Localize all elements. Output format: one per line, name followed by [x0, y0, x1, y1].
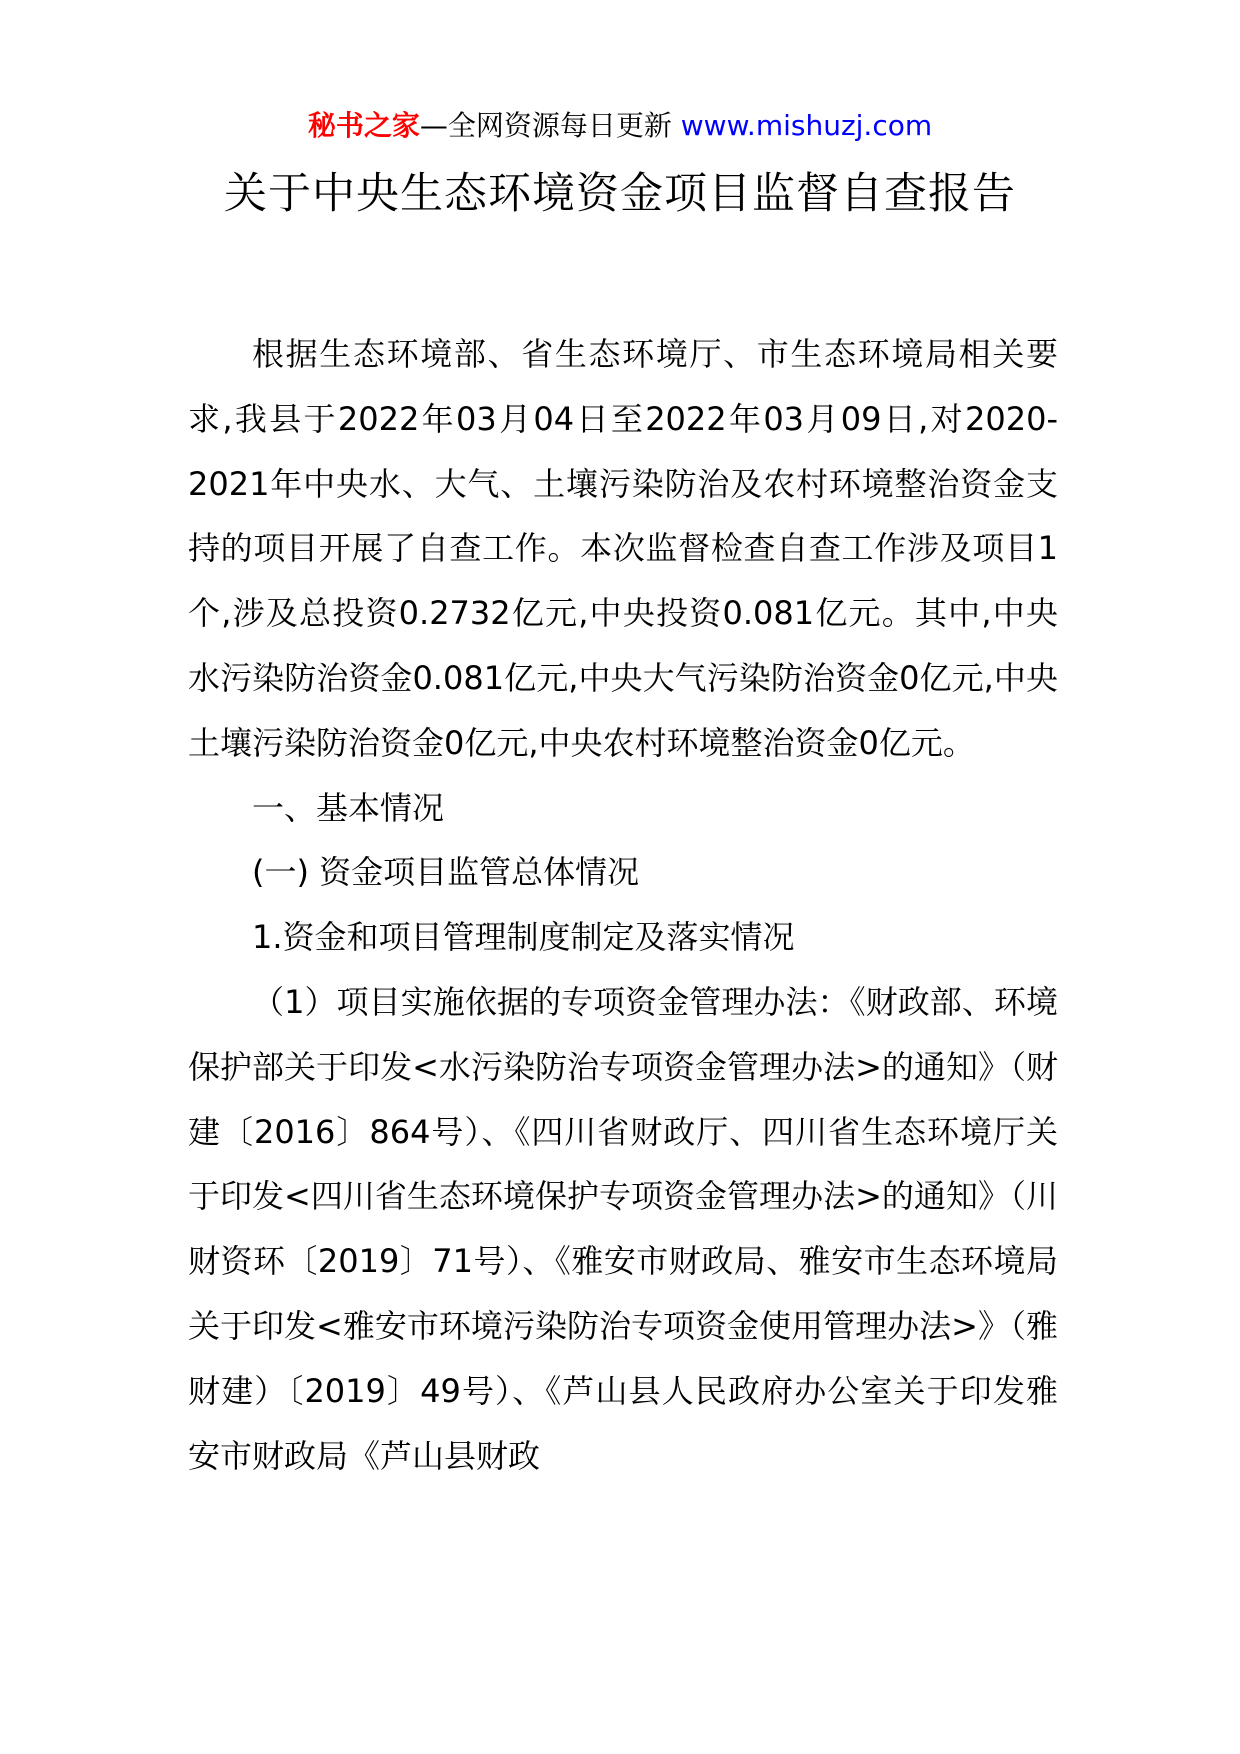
banner-tagline: —全网资源每日更新: [419, 109, 681, 142]
brand-name: 秘书之家: [307, 109, 420, 142]
section-heading: 一、基本情况: [252, 788, 445, 827]
intro-paragraph: 根据生态环境部、省生态环境厅、市生态环境局相关要求,我县于2022年03月04日至2022年03月09日,对2020-2021年中央水、大气、土壤污染防治及农村环境整治资金支持的项目开展了自查工作。本次监督检查自查工作涉及项目1个,涉及总投资0.2732亿元,中央投资0.081亿元。其中,中央水污染防治资金0.081亿元,中央大气污染防治资金0亿元,中央土壤污染防治资金0亿元,中央农村环境整治资金0亿元。: [188, 335, 1058, 762]
site-banner: [0, 104, 1240, 148]
document-body: [188, 322, 1058, 1488]
document-title: 关于中央生态环境资金项目监督自查报告: [224, 169, 1016, 219]
body-paragraph: （1）项目实施依据的专项资金管理办法：《财政部、环境保护部关于印发<水污染防治专项资金管理办法>的通知》（财建〔2016〕864号）、《四川省财政厅、四川省生态环境厅关于印发<四川省生态环境保护专项资金管理办法>的通知》（川财资环〔2019〕71号）、《雅安市财政局、雅安市生态环境局关于印发<雅安市环境污染防治专项资金使用管理办法>》（雅财建）〔2019〕49号）、《芦山县人民政府办公室关于印发雅安市财政局《芦山县财政: [188, 982, 1058, 1475]
item-heading: 1.资金和项目管理制度制定及落实情况: [252, 918, 795, 957]
site-url-link[interactable]: www.mishuzj.com: [680, 109, 933, 142]
subsection-heading: (一) 资金项目监管总体情况: [252, 853, 640, 892]
